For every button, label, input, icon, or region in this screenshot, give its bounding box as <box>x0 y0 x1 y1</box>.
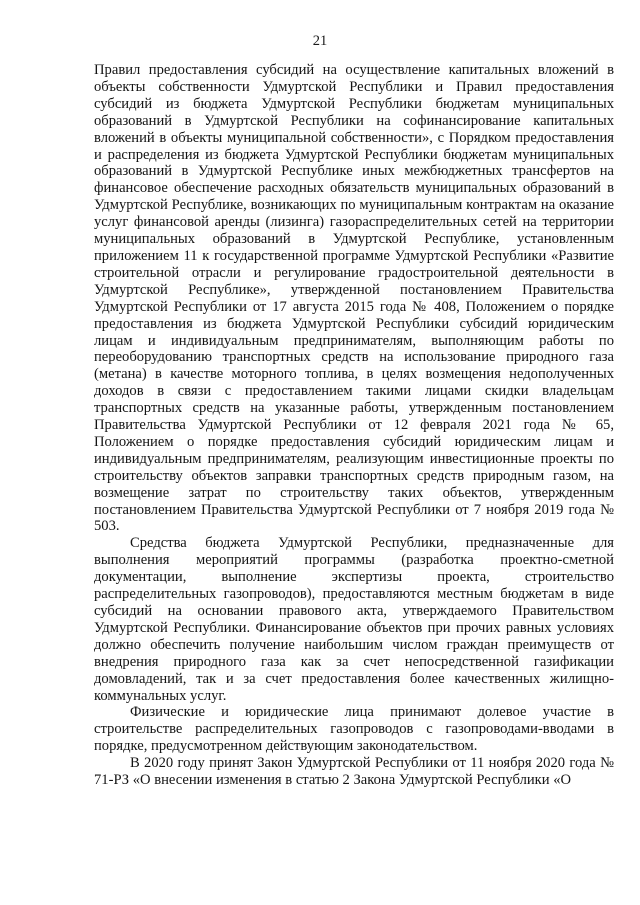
paragraph-budget-funds: Средства бюджета Удмуртской Республики, предназначенные для выполнения мероприятий программы (разработка проектно-сметной документации, выполнение экспертизы проекта, строительство распределительных газопроводов), предоставляются местным бюджетам в виде субсидий на основании правового акта, утверждаемого Правительством Удмуртской Республики. Финансирование объектов при прочих равных условиях должно обеспечить получение наибольшим числом граждан преимуществ от внедрения природного газа как за счет непосредственной газификации домовладений, так и за счет предоставления более качественных жилищно-коммунальных услуг. <box>94 535 614 704</box>
paragraph-law-2020: В 2020 году принят Закон Удмуртской Республики от 11 ноября 2020 года № 71-РЗ «О внесении изменения в статью 2 Закона Удмуртской Республики «О <box>94 755 614 789</box>
paragraph-subsidy-rules: Правил предоставления субсидий на осуществление капитальных вложений в объекты собственности Удмуртской Республики и Правил предоставления субсидий из бюджета Удмуртской Республики бюджетам муниципальных образований в Удмуртской Республики на софинансирование капитальных вложений в объекты муниципальной собственности», с Порядком предоставления и распределения из бюджета Удмуртской Республики бюджетам муниципальных образований в Удмуртской Республике иных межбюджетных трансфертов на финансовое обеспечение расходных обязательств муниципальных образований в Удмуртской Республике, возникающих по муниципальным контрактам на оказание услуг финансовой аренды (лизинга) газораспределительных сетей на территории муниципальных образований в Удмуртской Республике, установленным приложением 11 к государственной программе Удмуртской Республики «Развитие строительной отрасли и регулирование градостроительной деятельности в Удмуртской Республике», утвержденной постановлением Правительства Удмуртской Республики от 17 августа 2015 года № 408, Положением о порядке предоставления из бюджета Удмуртской Республики субсидий юридическим лицам и индивидуальным предпринимателям, выполняющим работы по переоборудованию транспортных средств на использование природного газа (метана) в качестве моторного топлива, в целях возмещения недополученных доходов в связи с предоставлением такими лицами скидки владельцам транспортных средств на указанные работы, утвержденным постановлением Правительства Удмуртской Республики от 12 февраля 2021 года № 65, Положением о порядке предоставления субсидий юридическим лицам и индивидуальным предпринимателям, реализующим инвестиционные проекты по строительству объектов заправки транспортных средств природным газом, на возмещение затрат по строительству таких объектов, утвержденным постановлением Правительства Удмуртской Республики от 7 ноября 2019 года № 503. <box>94 62 614 535</box>
document-body <box>94 62 614 789</box>
paragraph-shared-participation: Физические и юридические лица принимают долевое участие в строительстве распределительных газопроводов с газопроводами-вводами в порядке, предусмотренном действующим законодательством. <box>94 704 614 755</box>
page-number: 21 <box>312 33 328 49</box>
